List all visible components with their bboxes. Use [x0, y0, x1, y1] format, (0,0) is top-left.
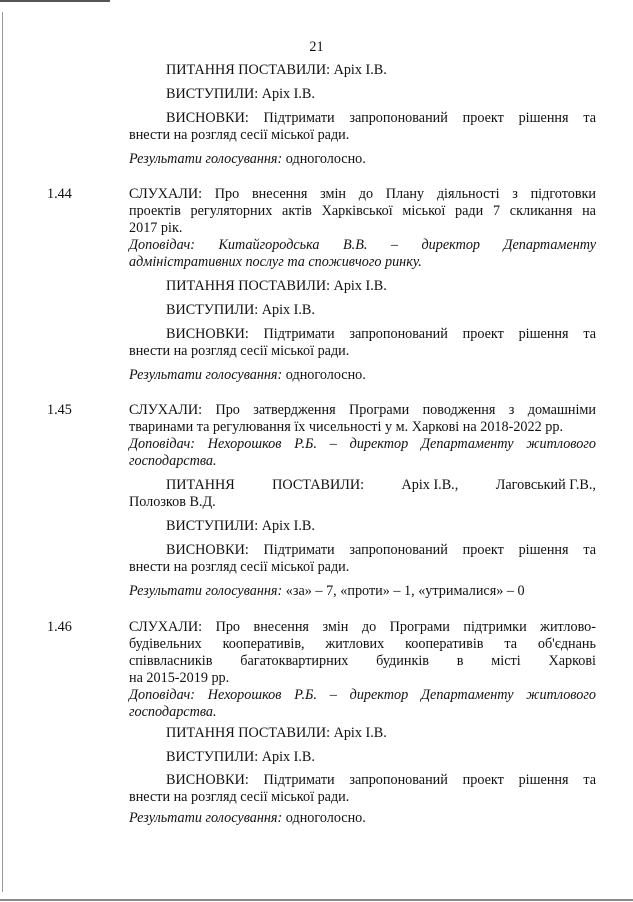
speaker [129, 436, 596, 470]
heard-line: СЛУХАЛИ: Про внесення змін до Плану діяльності з підготовки [129, 186, 596, 202]
speaker-line: адміністративних послуг та споживчого ринку. [129, 254, 422, 270]
raised-by: ПИТАННЯ ПОСТАВИЛИ: Аріх І.В. [166, 725, 387, 741]
heard-line: тваринами та регулювання їх чисельності у м. Харкові на 2018-2022 рр. [129, 419, 563, 435]
heard-line: співвласників багатоквартирних будинків в місті Харкові [129, 653, 596, 669]
spoke: ВИСТУПИЛИ: Аріх І.В. [166, 749, 315, 765]
vote-value: одноголосно. [282, 810, 366, 826]
conclusions [129, 542, 596, 576]
speaker-line: Доповідач: Нехорошков Р.Б. – директор Департаменту житлового [129, 687, 596, 703]
heard-line: проектів регуляторних актів Харківської міської ради 7 скликання на [129, 203, 596, 219]
speaker-line: Доповідач: Китайгородська В.В. – директор Департаменту [129, 237, 596, 253]
raised-by [166, 477, 596, 494]
vote-label: Результати голосування: [129, 367, 283, 383]
vote-label: Результати голосування: [129, 151, 283, 167]
vote-value: «за» – 7, «проти» – 1, «утрималися» – 0 [282, 583, 525, 599]
conclusions-line-1: ВИСНОВКИ: Підтримати запропонований проект рішення та [166, 542, 596, 558]
conclusions-line-2: внести на розгляд сесії міської ради. [129, 559, 350, 575]
item-number: 1.45 [47, 402, 72, 418]
conclusions [129, 110, 596, 144]
speaker-line: Доповідач: Нехорошков Р.Б. – директор Департаменту житлового [129, 436, 596, 452]
scan-edge-left [2, 12, 3, 892]
heard [129, 619, 596, 687]
heard-line: СЛУХАЛИ: Про затвердження Програми поводження з домашніми [129, 402, 596, 418]
spoke: ВИСТУПИЛИ: Аріх І.В. [166, 86, 315, 102]
vote-result [129, 367, 596, 384]
conclusions-line-1: ВИСНОВКИ: Підтримати запропонований проект рішення та [166, 772, 596, 788]
conclusions-line-2: внести на розгляд сесії міської ради. [129, 789, 350, 805]
vote-value: одноголосно. [282, 151, 366, 167]
raised-by: ПИТАННЯ ПОСТАВИЛИ: Аріх І.В. [166, 278, 387, 294]
item-number: 1.44 [47, 186, 72, 202]
conclusions-line-1: ВИСНОВКИ: Підтримати запропонований проект рішення та [166, 110, 596, 126]
page-number: 21 [309, 39, 324, 55]
heard [129, 186, 596, 237]
conclusions-line-2: внести на розгляд сесії міської ради. [129, 343, 350, 359]
conclusions-line-1: ВИСНОВКИ: Підтримати запропонований проект рішення та [166, 326, 596, 342]
vote-result [129, 151, 596, 168]
speaker [129, 237, 596, 271]
heard-line: на 2015-2019 рр. [129, 670, 230, 686]
raised-by-line-2: Полозков В.Д. [129, 494, 216, 510]
spoke: ВИСТУПИЛИ: Аріх І.В. [166, 302, 315, 318]
vote-result [129, 810, 596, 827]
speaker [129, 687, 596, 721]
conclusions [129, 326, 596, 360]
heard-line: СЛУХАЛИ: Про внесення змін до Програми підтримки житлово- [129, 619, 596, 635]
scan-edge-top [0, 0, 110, 2]
heard-line: будівельних кооперативів, житлових кооперативів та об'єднань [129, 636, 596, 652]
heard [129, 402, 596, 436]
raised-word: Лаговський Г.В., [495, 477, 596, 493]
vote-result [129, 583, 596, 600]
conclusions-line-2: внести на розгляд сесії міської ради. [129, 127, 350, 143]
raised-word: Аріх І.В., [401, 477, 459, 493]
raised-by: ПИТАННЯ ПОСТАВИЛИ: Аріх І.В. [166, 62, 387, 78]
raised-word: ПИТАННЯ [166, 477, 235, 493]
vote-label: Результати голосування: [129, 810, 283, 826]
item-number: 1.46 [47, 619, 72, 635]
scan-edge-bottom [0, 899, 633, 901]
raised-word: ПОСТАВИЛИ: [272, 477, 365, 493]
vote-label: Результати голосування: [129, 583, 283, 599]
conclusions [129, 772, 596, 806]
spoke: ВИСТУПИЛИ: Аріх І.В. [166, 518, 315, 534]
heard-line: 2017 рік. [129, 220, 183, 236]
speaker-line: господарства. [129, 453, 217, 469]
vote-value: одноголосно. [282, 367, 366, 383]
speaker-line: господарства. [129, 704, 217, 720]
